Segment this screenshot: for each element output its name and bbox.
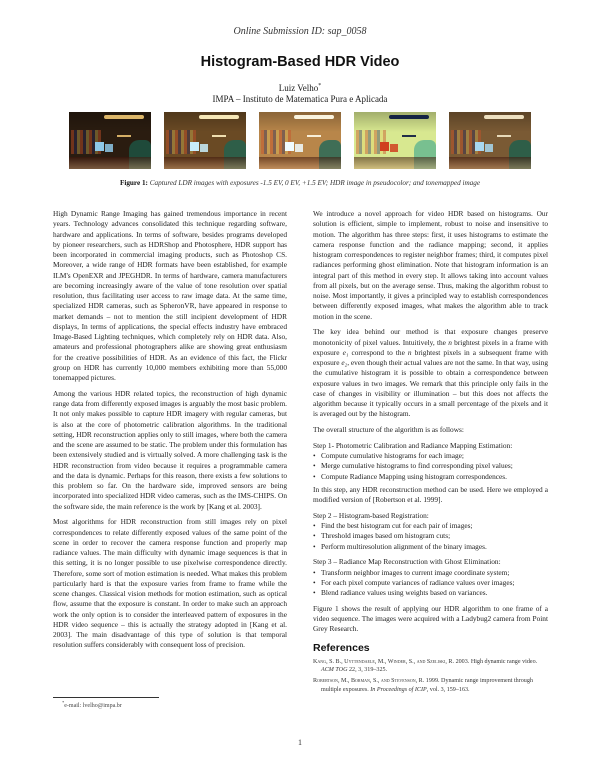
right-column — [313, 209, 548, 697]
text-run: brightest pixels in a frame with exposure — [313, 337, 548, 357]
list-item: • Find the best histogram cut for each pair of images; — [313, 521, 548, 531]
step-1-title: Step 1- Photometric Calibration and Radiance Mapping Estimation: — [313, 440, 513, 450]
author-footnote-mark: * — [318, 83, 322, 89]
math-n: n — [448, 337, 452, 347]
ref-year: 1999. — [425, 678, 440, 685]
approach-paragraph: We introduce a novel approach for video HDR based on histograms. Our solution is efficient, simple to implement, robust to noise and insensitive to motion. The algorithm has three steps: first, it uses histograms to estimate the camera response function and the radiance mapping; second, it applies histogram correspondences to register neighbor frames; third, it computes pixel radiances performing ghost elimination. Note that histogram information is an integral part of this method in every step. It allows taking into account values from all pixels, but on the average sense. Thus, making the algorithm robust to noise. Most importantly, it gives a principled way to establish correspondences between differently exposed images, what makes the algorithm able to track motion in the scene. — [313, 209, 548, 321]
figure-image-ldr-minus-1-5ev — [69, 112, 151, 169]
page-number: 1 — [298, 738, 302, 747]
step-1-note: In this step, any HDR reconstruction method can be used. Here we employed a modified version of [Robertson et al. 1999]. — [313, 484, 548, 504]
list-item: • Transform neighbor images to current image coordinate system; — [313, 568, 548, 578]
ref-details: , vol. 3, 159–163. — [426, 686, 470, 693]
math-e2: e₂ — [341, 358, 348, 367]
ref-authors: Robertson, M., Borman, S., and Stevenson, R. — [313, 678, 425, 685]
list-item: • Blend radiance values using weights based on variances. — [313, 588, 548, 598]
footnote — [62, 700, 122, 709]
caption-label: Figure 1: — [119, 179, 148, 187]
step-2-list — [313, 521, 548, 552]
list-item: • For each pixel compute variances of radiance values over images; — [313, 578, 548, 588]
text-run: The key idea behind our method is that exposure changes preserve monotonicity of pixel values. Intuitively, the — [313, 327, 548, 347]
intro-paragraph: High Dynamic Range Imaging has gained tremendous importance in recent years. Technology advances consolidated this technique regarding software, hardware and applications. In terms of software, besides programs developed by pioneer researchers, such as HDRShop and Photosphere, HDR support has been incorporated in commercial imaging products, such as Photoshop CS. Moreover, a wide range of HDR formats have been established, for example ILM's OpenEXR and JPEGHDR. In terms of hardware, camera manufacturers are becoming increasingly aware of the value of tone resolution over spatial resolution, thus facilitating user access to raw image data. At the same time, specialized HDR cameras, such as SpheronVR, have appeared in response to market demands – not to mention the still incipient development of HDR displays, In terms of applications, the special effects industry have embraced Image-Based Lighting techniques, which completely rely on HDR data. Also, amateurs and professional photographers alike are showing great enthusiasm for the creative possibilities of HDR. As an evidence of this fact, the Flickr group on HDR has currently 10,000 members exhibiting more than 55,000 tonemapped pictures. — [53, 209, 287, 382]
figure-image-ldr-plus-1-5ev — [259, 112, 341, 169]
submission-id: Online Submission ID: sap_0058 — [233, 26, 367, 37]
still-images-paragraph: Most algorithms for HDR reconstruction from still images rely on pixel correspondences to relate differently exposed values of the same point of the scene in order to recover the camera response function and properly map radiance values. The main difficulty with dynamic image sequences is that in this setting, it is no longer possible to use pixelwise correspondence directly. Therefore, some sort of motion estimation is needed. What makes this problem particularly hard is that the exposure varies from frame to frame while the scene changes. Classical vision methods for motion estimation, such as optical flow, assume that the exposure is constant. In order to make such an approach work the only option is to consider the interleaved pattern of exposures in the HDR video sequence – this is actually the strategy adopted in [Kang et al. 2003]. The main disadvantage of this type of solution is that temporal resolution suffers considerably with consequent loss of precision. — [53, 517, 287, 650]
step-3-list — [313, 568, 548, 599]
step-1-list — [313, 451, 548, 482]
left-column — [53, 209, 287, 656]
results-paragraph: Figure 1 shows the result of applying our HDR algorithm to one frame of a video sequence. The images were acquired with a Ladybug2 camera from Point Grey Research. — [313, 603, 548, 634]
figure-image-tonemapped — [449, 112, 531, 169]
list-item: • Threshold images based om histogram cuts; — [313, 531, 548, 541]
math-e1: e₁ — [342, 347, 349, 357]
key-idea-paragraph — [313, 327, 548, 419]
list-item: • Merge cumulative histograms to find corresponding pixel values; — [313, 461, 548, 471]
list-item: • Compute cumulative histograms for each image; — [313, 451, 548, 461]
footnote-mark: * — [62, 700, 65, 705]
reference-kang-2003 — [313, 658, 548, 675]
related-topics-paragraph: Among the various HDR related topics, the reconstruction of high dynamic range data from differently exposed images is arguably the most basic problem. It not only makes possible to capture HDR imagery with regular cameras, but is also at the core of photometric calibration algorithms. In the traditional setting, HDR reconstruction applies only to still images, where both the camera and the scene are assumed to be static. The problem under this formulation has been extensively studied and is virtually solved. A more challenging task is the HDR reconstruction from video because it requires a programmable camera and the data is dynamic. Perhaps for this reason, there exists a few solutions to this problem so far. On the hardware side, improved sensors are being incorporated into specialized HDR video cameras, such as the IMS-CHIPS. On the software side, the main reference is the work by [Kang et al. 2003]. — [53, 388, 287, 511]
footnote-email: e-mail: lvelho@impa.br — [64, 703, 122, 709]
step-3-title: Step 3 – Radiance Map Reconstruction with Ghost Elimination: — [313, 557, 501, 567]
references-heading: References — [313, 641, 370, 654]
ref-venue: ACM TOG — [321, 667, 348, 674]
list-item: • Perform multiresolution alignment of the binary images. — [313, 542, 548, 552]
figure-1-images — [69, 112, 531, 169]
author-name: Luiz Velho — [278, 83, 319, 93]
ref-title: Dynamic range improvement through multiple exposures. — [321, 678, 533, 693]
figure-image-ldr-0ev — [164, 112, 246, 169]
text-run: correspond to the — [348, 347, 408, 357]
text-run: , even though their actual values are not the same. In that way, using the cumulative histogram it is possible to obtain a correspondence between exposure values in two images. We remark that this principle only fails in the case of changes in visibility or illumination – but this does not affects the algorithm because it typically occurs in a small percentage of the pixels and it is averaged out by the histogram. — [313, 358, 548, 419]
reference-robertson-1999 — [313, 677, 548, 694]
text-run: brightest pixels in a subsequent frame with exposure — [313, 347, 548, 367]
footnote-divider — [53, 697, 159, 698]
ref-authors: Kang, S. B., Uyttendaele, M., Winder, S., and Szeliski, R. — [313, 658, 455, 665]
structure-intro: The overall structure of the algorithm is as follows: — [313, 425, 464, 434]
ref-details: 22, 3, 319–325. — [349, 667, 388, 674]
figure-caption — [0, 179, 600, 187]
paper-title: Histogram-Based HDR Video — [200, 54, 400, 70]
ref-year: 2003. — [455, 658, 470, 665]
ref-title: High dynamic range video. — [470, 658, 538, 665]
author — [0, 83, 600, 93]
math-n: n — [407, 347, 412, 357]
affiliation: IMPA – Instituto de Matematica Pura e Aplicada — [212, 94, 388, 104]
ref-venue: In Proceedings of ICIP — [370, 686, 427, 693]
caption-text: Captured LDR images with exposures -1.5 EV, 0 EV, +1.5 EV; HDR image in pseudocolor; and tonemapped image — [149, 179, 481, 187]
step-2-title: Step 2 – Histogram-based Registration: — [313, 510, 429, 520]
figure-image-hdr-pseudocolor — [354, 112, 436, 169]
list-item: • Compute Radiance Mapping using histogram correspondences. — [313, 472, 548, 482]
